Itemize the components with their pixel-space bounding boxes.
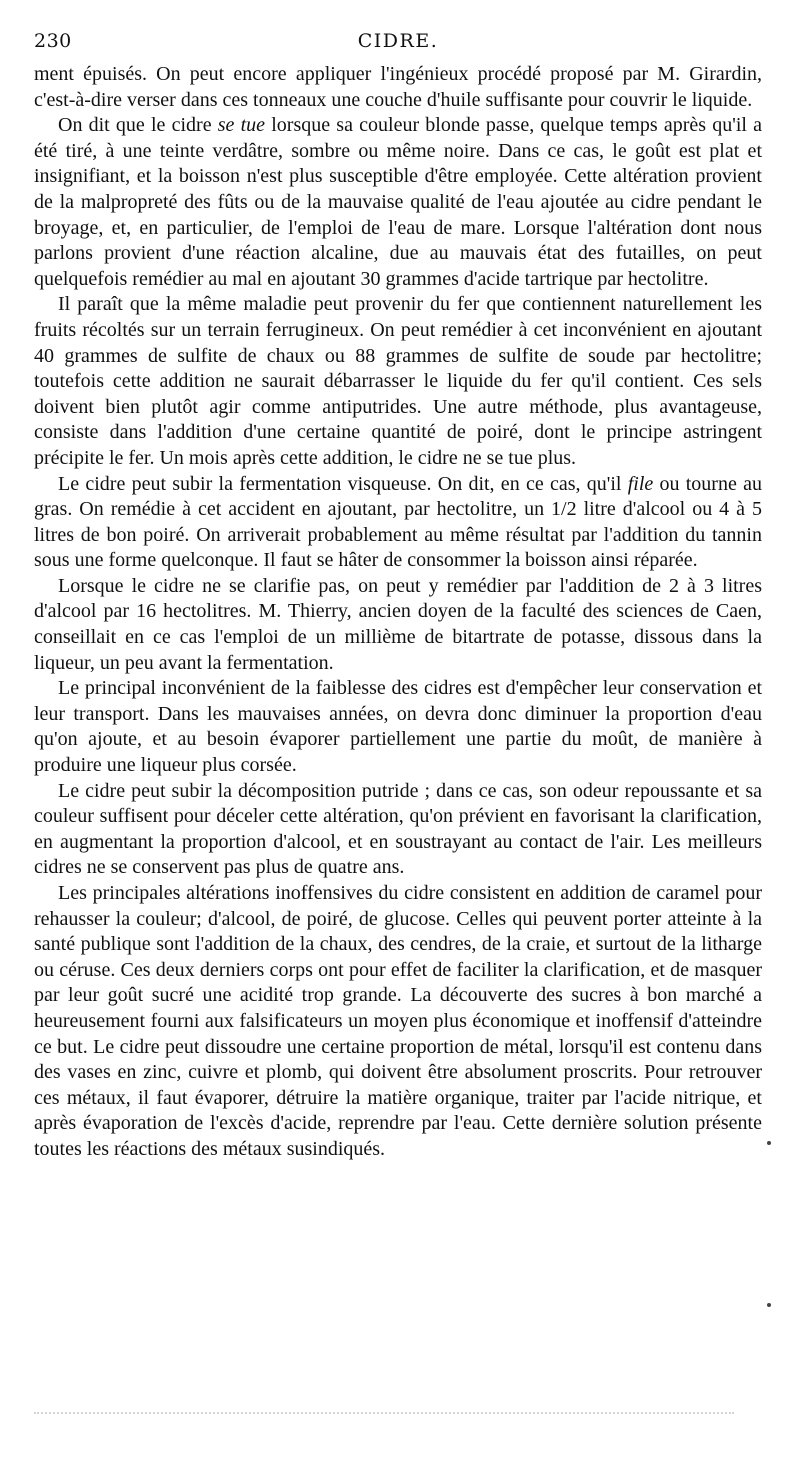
italic-term: se tue: [217, 114, 266, 137]
page-number: 230: [34, 30, 72, 52]
scan-speck: [767, 1141, 771, 1145]
paragraph-text: On dit que le cidre: [58, 114, 218, 137]
paragraph-text: Il paraît que la même maladie peut provenir du fer que contiennent naturellement les fruits récoltés sur un terrain ferrugineux. On peut remédier à cet inconvénient en ajoutant 40 grammes de sulfite de chaux ou 88 grammes de sulfite de soude par hectolitre; toutefois cette addition ne saurait débarrasser le liquide du fer qu'il contient. Ces sels doivent bien plutôt agir comme antiputrides. Une autre méthode, plus avantageuse, consiste dans l'addition d'une certaine quantité de poiré, dont le principe astringent précipite le fer. Un mois après cette addition, le cidre ne se tue plus.: [34, 293, 762, 469]
paragraph-3: [34, 292, 762, 471]
paragraph-text: Lorsque le cidre ne se clarifie pas, on peut y remédier par l'addition de 2 à 3 litres d'alcool par 16 hectolitres. M. Thierry, ancien doyen de la faculté des sciences de Caen, conseillait en ce cas l'emploi de un millième de bitartrate de potasse, dissous dans la liqueur, un peu avant la fermentation.: [34, 574, 762, 674]
running-head: [34, 26, 762, 62]
paragraph-text: Le cidre peut subir la décomposition putride ; dans ce cas, son odeur repoussante et sa couleur suffisent pour déceler cette altération, qu'on prévient en favorisant la clarification, en augmentant la proportion d'alcool, et en soustrayant au contact de l'air. Les meilleurs cidres ne se conservent pas plus de quatre ans.: [34, 779, 762, 879]
paragraph-text: Le cidre peut subir la fermentation visqueuse. On dit, en ce cas, qu'il: [58, 472, 628, 495]
paragraph-7: [34, 779, 762, 881]
paragraph-text: Le principal inconvénient de la faiblesse des cidres est d'empêcher leur conservation et leur transport. Dans les mauvaises années, on devra donc diminuer la proportion d'eau qu'on ajoute, et au besoin évaporer partiellement une partie du moût, de manière à produire une liqueur plus corsée.: [34, 677, 762, 777]
body-text: [34, 62, 762, 1163]
paragraph-text: ment épuisés. On peut encore appliquer l'ingénieux procédé proposé par M. Girardin, c'est-à-dire verser dans ces tonneaux une couche d'huile suffisante pour couvrir le liquide.: [34, 63, 762, 111]
italic-term: file: [627, 472, 654, 495]
book-page: [34, 26, 762, 1163]
paragraph-6: [34, 676, 762, 778]
paragraph-2: [34, 113, 762, 292]
paragraph-text: Les principales altérations inoffensives du cidre consistent en addition de caramel pour rehausser la couleur; d'alcool, de poiré, de glucose. Celles qui peuvent porter atteinte à la santé publique sont l'addition de la chaux, des cendres, de la craie, et surtout de la litharge ou céruse. Ces deux derniers corps ont pour effet de faciliter la clarification, et de masquer par leur goût sucré une acidité trop grande. La découverte des sucres à bon marché a heureusement fourni aux falsificateurs un moyen plus économique et inoffensif d'atteindre ce but. Le cidre peut dissoudre une certaine proportion de métal, lorsqu'il est contenu dans des vases en zinc, cuivre et plomb, qui doivent être absolument proscrits. Pour retrouver ces métaux, il faut évaporer, détruire la matière organique, traiter par l'acide nitrique, et après évaporation de l'excès d'acide, reprendre par l'eau. Cette dernière solution présente toutes les réactions des métaux susindiqués.: [34, 882, 762, 1160]
paragraph-text: ou tourne au gras. On remédie à cet accident en ajoutant, par hectolitre, un 1/2 litre d'alcool ou 4 à 5 litres de bon poiré. On arriverait probablement au même résultat par l'addition du tannin sous une forme quelconque. Il faut se hâter de consommer la boisson ainsi réparée.: [34, 472, 762, 572]
scan-speck: [767, 1303, 771, 1307]
paragraph-8: [34, 881, 762, 1163]
paragraph-5: [34, 574, 762, 676]
paragraph-text: lorsque sa couleur blonde passe, quelque temps après qu'il a été tiré, à une teinte verdâtre, sombre ou même noire. Dans ce cas, le goût est plat et insignifiant, et la boisson n'est plus susceptible d'être employée. Cette altération provient de la malpropreté des fûts ou de la mauvaise qualité de l'eau ajoutée au cidre pendant le broyage, et, en particulier, de l'emploi de l'eau de mare. Lorsque l'altération dont nous parlons provient d'une réaction alcaline, due au mauvais état des futailles, on peut quelquefois remédier au mal en ajoutant 30 grammes d'acide tartrique par hectolitre.: [34, 114, 763, 290]
running-title: CIDRE.: [357, 30, 439, 52]
paragraph-4: [34, 472, 762, 574]
scan-noise-line: [34, 1412, 734, 1420]
paragraph-1: [34, 62, 762, 113]
